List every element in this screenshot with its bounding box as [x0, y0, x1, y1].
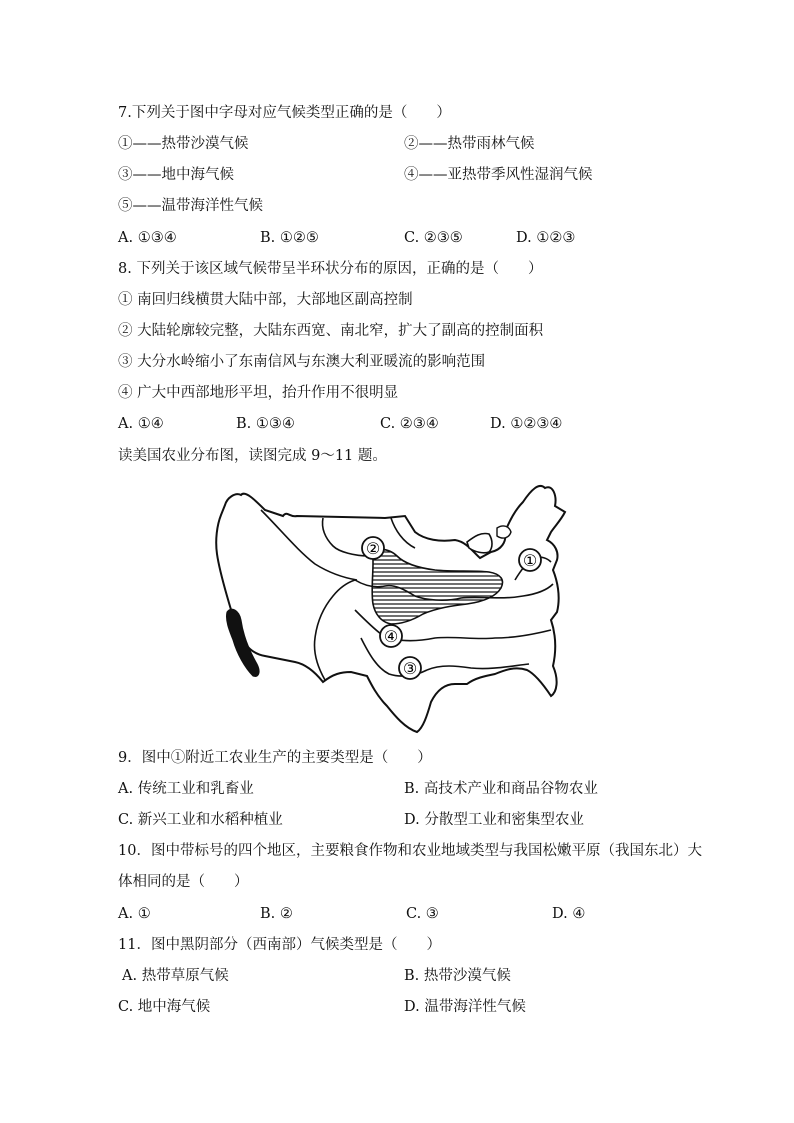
map-label-2	[362, 537, 384, 559]
great-lakes	[467, 533, 492, 552]
q7-item-3: ③——地中海气候	[118, 167, 234, 183]
q8-option-d[interactable]: D. ①②③④	[490, 416, 563, 432]
svg-text:③: ③	[402, 659, 418, 678]
intro-text: 读美国农业分布图，读图完成 9～11 题。	[118, 448, 387, 464]
q9-option-b[interactable]: B. 高技术产业和商品谷物农业	[404, 781, 598, 797]
q8-option-a[interactable]: A. ①④	[118, 416, 164, 432]
q10-option-a[interactable]: A. ①	[118, 906, 151, 922]
q8-item-1: ① 南回归线横贯大陆中部，大部地区副高控制	[118, 292, 413, 308]
q8-item-3: ③ 大分水岭缩小了东南信风与东澳大利亚暖流的影响范围	[118, 354, 486, 370]
q9-stem: 9．图中①附近工农业生产的主要类型是（ ）	[118, 750, 432, 766]
q8-item-4: ④ 广大中西部地形平坦，抬升作用不很明显	[118, 385, 399, 401]
us-agriculture-map	[205, 470, 575, 735]
q7-item-2: ②——热带雨林气候	[404, 136, 535, 152]
q11-option-a[interactable]: A. 热带草原气候	[122, 968, 229, 984]
q7-item-4: ④——亚热带季风性湿润气候	[404, 167, 593, 183]
map-label-3	[399, 657, 421, 679]
q11-stem: 11．图中黑阴部分（西南部）气候类型是（ ）	[118, 937, 441, 953]
q11-option-d[interactable]: D. 温带海洋性气候	[404, 999, 526, 1015]
q10-option-d[interactable]: D. ④	[552, 906, 586, 922]
q7-item-1: ①——热带沙漠气候	[118, 136, 249, 152]
q8-stem: 8. 下列关于该区域气候带呈半环状分布的原因，正确的是（ ）	[118, 261, 543, 277]
q9-option-a[interactable]: A. 传统工业和乳畜业	[118, 781, 254, 797]
q7-option-d[interactable]: D. ①②③	[516, 230, 576, 246]
q8-option-c[interactable]: C. ②③④	[380, 416, 439, 432]
map-label-4	[380, 625, 402, 647]
q10-option-c[interactable]: C. ③	[406, 906, 439, 922]
q11-option-b[interactable]: B. 热带沙漠气候	[404, 968, 511, 984]
q9-option-d[interactable]: D. 分散型工业和密集型农业	[404, 812, 584, 828]
q7-option-c[interactable]: C. ②③⑤	[404, 230, 463, 246]
svg-text:④: ④	[383, 627, 399, 646]
svg-text:②: ②	[365, 539, 381, 558]
q10-stem-line2: 体相同的是（ ）	[118, 874, 249, 890]
map-label-1	[519, 549, 541, 571]
svg-text:①: ①	[522, 551, 538, 570]
q7-option-a[interactable]: A. ①③④	[118, 230, 177, 246]
q7-option-b[interactable]: B. ①②⑤	[260, 230, 319, 246]
q8-item-2: ② 大陆轮廓较完整，大陆东西宽、南北窄，扩大了副高的控制面积	[118, 323, 544, 339]
q7-item-5: ⑤——温带海洋性气候	[118, 198, 263, 214]
q9-option-c[interactable]: C. 新兴工业和水稻种植业	[118, 812, 283, 828]
q8-option-b[interactable]: B. ①③④	[236, 416, 295, 432]
q7-stem: 7.下列关于图中字母对应气候类型正确的是（ ）	[118, 105, 451, 121]
q11-option-c[interactable]: C. 地中海气候	[118, 999, 211, 1015]
q10-option-b[interactable]: B. ②	[260, 906, 293, 922]
q10-stem-line1: 10．图中带标号的四个地区，主要粮食作物和农业地域类型与我国松嫩平原（我国东北）大	[118, 843, 702, 859]
